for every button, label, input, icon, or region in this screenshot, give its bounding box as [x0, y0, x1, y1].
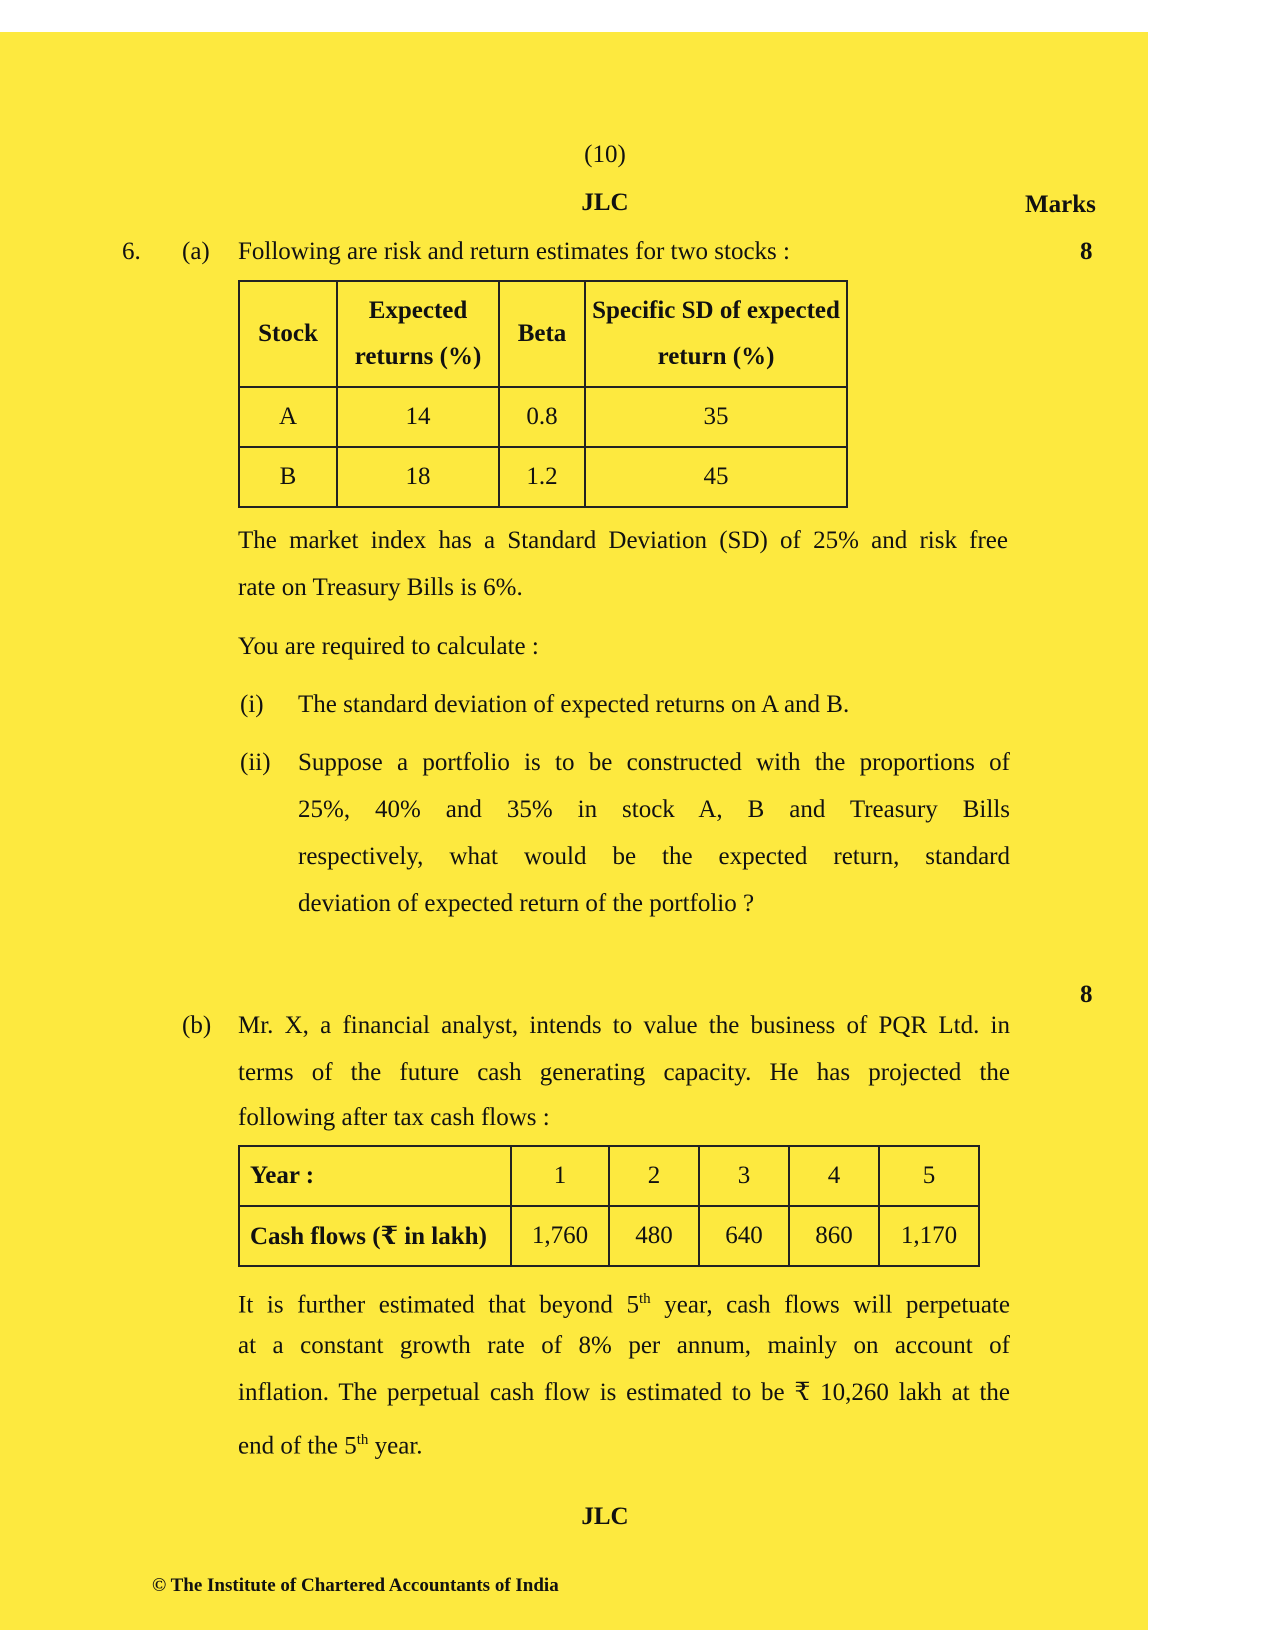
year-cell: 5 [879, 1146, 979, 1206]
part-b-line-1: Mr. X, a financial analyst, intends to value the business of PQR Ltd. in [238, 1012, 1010, 1039]
cash-flow-cell: 1,170 [879, 1206, 979, 1266]
marks-header: Marks [1025, 191, 1096, 218]
table-header-row [239, 281, 847, 387]
part-b-label: (b) [182, 1012, 212, 1039]
sub-ii-label: (ii) [240, 749, 271, 776]
sub-ii-line-1: Suppose a portfolio is to be constructed with the proportions of [298, 749, 1010, 776]
table-row [239, 1206, 979, 1266]
cash-flow-cell: 1,760 [511, 1206, 609, 1266]
cash-flow-cell: 640 [699, 1206, 789, 1266]
part-a-marks: 8 [1080, 238, 1093, 265]
cell-specific-sd: 45 [585, 447, 847, 507]
year-cell: 4 [789, 1146, 879, 1206]
header-stock: Stock [239, 281, 337, 387]
part-a-intro: Following are risk and return estimates for two stocks : [238, 238, 790, 265]
cell-stock: B [239, 447, 337, 507]
sub-ii-line-2: 25%, 40% and 35% in stock A, B and Treasury Bills [298, 796, 1010, 823]
paper-code-top: JLC [581, 189, 629, 216]
paper-code-bottom: JLC [581, 1503, 629, 1530]
year-cell: 2 [609, 1146, 699, 1206]
copyright: © The Institute of Chartered Accountants of India [152, 1575, 559, 1596]
page-number: (10) [584, 141, 626, 168]
perpetuity-line-3: inflation. The perpetual cash flow is estimated to be ₹ 10,260 lakh at the [238, 1379, 1010, 1406]
question-number: 6. [122, 238, 141, 265]
sub-i-label: (i) [240, 691, 264, 718]
perpetuity-line-2: at a constant growth rate of 8% per annum, mainly on account of [238, 1332, 1010, 1359]
market-index-line-2: rate on Treasury Bills is 6%. [238, 574, 523, 601]
cell-beta: 1.2 [499, 447, 585, 507]
cash-flow-cell: 860 [789, 1206, 879, 1266]
cell-specific-sd: 35 [585, 387, 847, 447]
cash-flows-label: Cash flows (₹ in lakh) [239, 1206, 511, 1266]
part-b-line-3: following after tax cash flows : [238, 1104, 550, 1131]
perpetuity-line-4: end of the 5th year. [238, 1432, 423, 1460]
header-expected-returns: Expected returns (%) [337, 281, 499, 387]
sub-ii-line-4: deviation of expected return of the portfolio ? [298, 890, 755, 917]
cell-expected-return: 18 [337, 447, 499, 507]
sub-ii-line-3: respectively, what would be the expected return, standard [298, 843, 1010, 870]
table-row [239, 1146, 979, 1206]
perpetuity-line-1: It is further estimated that beyond 5th year, cash flows will perpetuate [238, 1291, 1010, 1319]
part-a-label: (a) [182, 238, 210, 265]
cell-beta: 0.8 [499, 387, 585, 447]
table-row [239, 447, 847, 507]
part-b-marks: 8 [1080, 981, 1093, 1008]
part-b-line-2: terms of the future cash generating capacity. He has projected the [238, 1059, 1010, 1086]
sub-i-text: The standard deviation of expected returns on A and B. [298, 691, 850, 718]
risk-return-table [238, 280, 848, 508]
cash-flow-table [238, 1145, 980, 1267]
header-beta: Beta [499, 281, 585, 387]
cell-expected-return: 14 [337, 387, 499, 447]
table-row [239, 387, 847, 447]
year-cell: 3 [699, 1146, 789, 1206]
market-index-line-1: The market index has a Standard Deviation (SD) of 25% and risk free [238, 527, 1008, 554]
header-specific-sd: Specific SD of expected return (%) [585, 281, 847, 387]
required-text: You are required to calculate : [238, 633, 539, 660]
year-label: Year : [239, 1146, 511, 1206]
year-cell: 1 [511, 1146, 609, 1206]
cash-flow-cell: 480 [609, 1206, 699, 1266]
cell-stock: A [239, 387, 337, 447]
